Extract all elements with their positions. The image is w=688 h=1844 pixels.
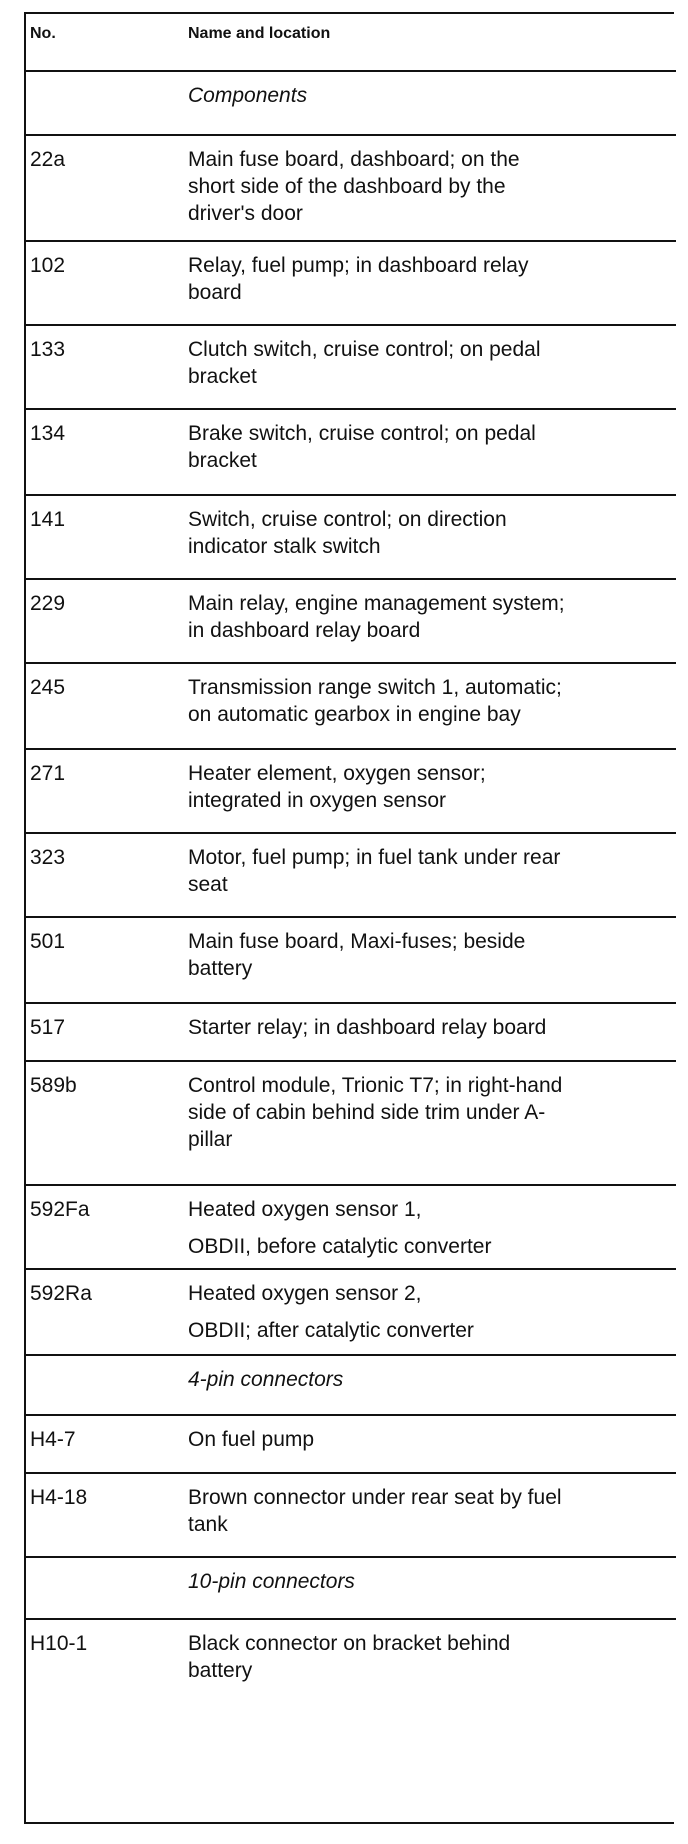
- section-row: [26, 1558, 676, 1620]
- name-line: Brown connector under rear seat by fuel: [188, 1486, 562, 1509]
- name-line: integrated in oxygen sensor: [188, 789, 446, 812]
- cell-name-location: [188, 590, 674, 644]
- name-line: Components: [188, 84, 308, 107]
- name-line: Relay, fuel pump; in dashboard relay: [188, 254, 529, 277]
- name-line: OBDII, before catalytic converter: [188, 1235, 492, 1258]
- cell-number: 245: [30, 676, 66, 699]
- cell-number: 323: [30, 846, 66, 869]
- name-line: Control module, Trionic T7; in right-hand: [188, 1074, 563, 1097]
- name-line: 4-pin connectors: [188, 1368, 344, 1391]
- section-title: [188, 1366, 674, 1393]
- section-row: [26, 72, 676, 136]
- table-row: [26, 1620, 676, 1826]
- table-header-row: [26, 14, 676, 72]
- header-no: No.: [30, 25, 56, 42]
- cell-number: 592Fa: [30, 1198, 90, 1221]
- table-row: [26, 1270, 676, 1356]
- cell-number: 133: [30, 338, 66, 361]
- name-line: short side of the dashboard by the: [188, 175, 506, 198]
- name-line: Transmission range switch 1, automatic;: [188, 676, 562, 699]
- cell-name-location: [188, 1280, 674, 1344]
- name-line: Heated oxygen sensor 2,: [188, 1282, 422, 1305]
- cell-name-location: [188, 928, 674, 982]
- table-row: [26, 1474, 676, 1558]
- name-line: Clutch switch, cruise control; on pedal: [188, 338, 541, 361]
- cell-number: H10-1: [30, 1632, 88, 1655]
- cell-name-location: [188, 1196, 674, 1260]
- cell-number: 141: [30, 508, 66, 531]
- name-line: side of cabin behind side trim under A-: [188, 1101, 546, 1124]
- table-row: [26, 136, 676, 242]
- cell-name-location: [188, 674, 674, 728]
- name-line: tank: [188, 1513, 228, 1536]
- cell-name-location: [188, 146, 674, 227]
- table-row: [26, 1004, 676, 1062]
- table-row: [26, 326, 676, 410]
- name-line: pillar: [188, 1128, 233, 1151]
- cell-name-location: [188, 844, 674, 898]
- table-row: [26, 834, 676, 918]
- cell-name-location: [188, 1072, 674, 1153]
- name-line: Main fuse board, Maxi-fuses; beside: [188, 930, 526, 953]
- table-row: [26, 918, 676, 1004]
- cell-name-location: [188, 252, 674, 306]
- table-row: [26, 580, 676, 664]
- cell-name-location: [188, 336, 674, 390]
- cell-number: 517: [30, 1016, 66, 1039]
- cell-name-location: [188, 420, 674, 474]
- cell-name-location: [188, 506, 674, 560]
- cell-number: 134: [30, 422, 66, 445]
- header-name-location: Name and location: [188, 25, 331, 42]
- table-row: [26, 242, 676, 326]
- name-line: Main relay, engine management system;: [188, 592, 565, 615]
- name-line: battery: [188, 1659, 253, 1682]
- name-line: on automatic gearbox in engine bay: [188, 703, 521, 726]
- name-line: Heated oxygen sensor 1,: [188, 1198, 422, 1221]
- name-line: Main fuse board, dashboard; on the: [188, 148, 520, 171]
- name-line: Black connector on bracket behind: [188, 1632, 511, 1655]
- name-line: seat: [188, 873, 228, 896]
- cell-number: H4-18: [30, 1486, 88, 1509]
- name-line: bracket: [188, 365, 257, 388]
- section-row: [26, 1356, 676, 1416]
- component-table: [24, 12, 674, 1824]
- cell-number: 22a: [30, 148, 66, 171]
- table-row: [26, 1186, 676, 1270]
- cell-name-location: [188, 1630, 674, 1684]
- cell-number: 589b: [30, 1074, 77, 1097]
- table-row: [26, 1416, 676, 1474]
- section-title: [188, 82, 674, 109]
- name-line: 10-pin connectors: [188, 1570, 355, 1593]
- table-row: [26, 496, 676, 580]
- name-line: Motor, fuel pump; in fuel tank under rear: [188, 846, 561, 869]
- cell-number: 229: [30, 592, 66, 615]
- cell-name-location: [188, 1014, 674, 1041]
- name-line: board: [188, 281, 242, 304]
- cell-name-location: [188, 1426, 674, 1453]
- name-line: driver's door: [188, 202, 303, 225]
- table-row: [26, 664, 676, 750]
- name-line: indicator stalk switch: [188, 535, 381, 558]
- name-line: in dashboard relay board: [188, 619, 421, 642]
- cell-number: 102: [30, 254, 66, 277]
- cell-name-location: [188, 760, 674, 814]
- name-line: Starter relay; in dashboard relay board: [188, 1016, 547, 1039]
- cell-number: 501: [30, 930, 66, 953]
- cell-number: 592Ra: [30, 1282, 92, 1305]
- cell-number: H4-7: [30, 1428, 76, 1451]
- table-row: [26, 410, 676, 496]
- name-line: Heater element, oxygen sensor;: [188, 762, 486, 785]
- cell-number: 271: [30, 762, 66, 785]
- name-line: Switch, cruise control; on direction: [188, 508, 507, 531]
- table-row: [26, 1062, 676, 1186]
- section-title: [188, 1568, 674, 1595]
- table-row: [26, 750, 676, 834]
- name-line: Brake switch, cruise control; on pedal: [188, 422, 536, 445]
- name-line: bracket: [188, 449, 257, 472]
- name-line: On fuel pump: [188, 1428, 315, 1451]
- name-line: OBDII; after catalytic converter: [188, 1319, 474, 1342]
- cell-name-location: [188, 1484, 674, 1538]
- name-line: battery: [188, 957, 253, 980]
